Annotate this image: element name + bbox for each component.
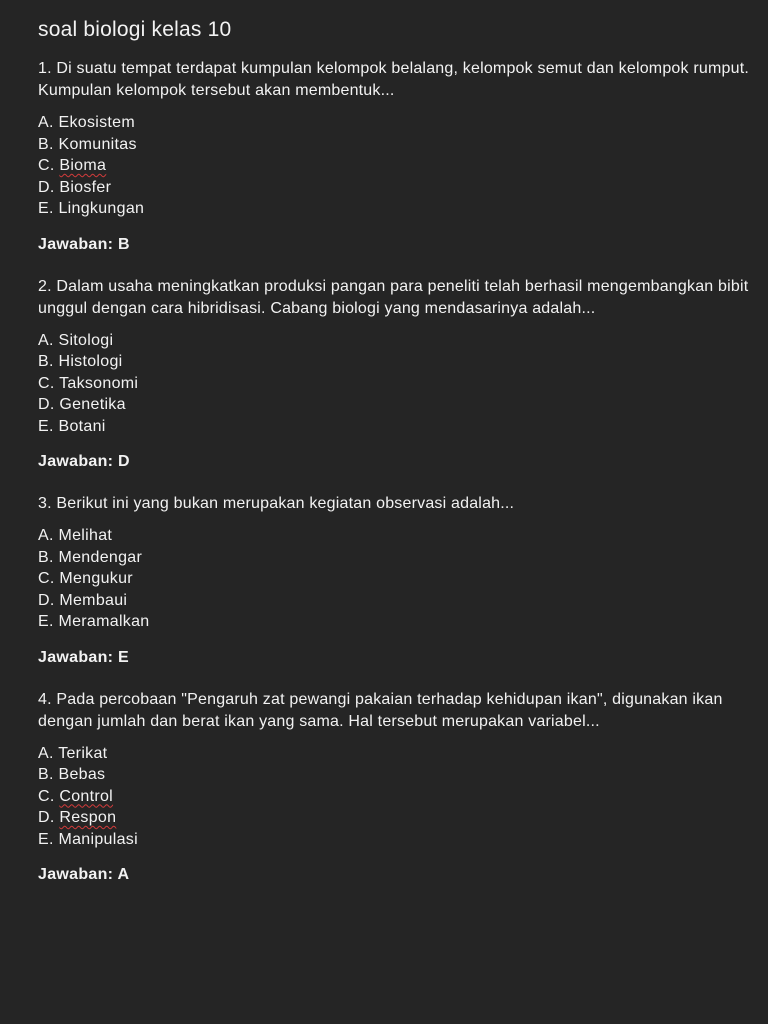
option-letter: D.	[38, 809, 55, 826]
option-letter: B.	[38, 135, 54, 153]
options-list	[38, 330, 754, 438]
option-text: Biosfer	[59, 178, 112, 196]
option-text: Control	[59, 787, 114, 805]
option-letter: A.	[38, 331, 54, 349]
option-text: Lingkungan	[58, 200, 145, 217]
option-c	[38, 373, 754, 395]
question-text: 4. Pada percobaan "Pengaruh zat pewangi pakaian terhadap kehidupan ikan", digunakan ikan dengan jumlah dan berat ikan yang sama. Hal tersebut merupakan variabel...	[38, 690, 723, 730]
option-b	[38, 351, 754, 373]
question-1	[38, 58, 754, 256]
options-list	[38, 525, 754, 633]
option-c	[38, 568, 754, 590]
option-a	[38, 525, 754, 547]
option-text: Genetika	[59, 396, 126, 413]
option-b	[38, 134, 754, 156]
option-text: Botani	[58, 417, 106, 435]
option-e	[38, 611, 754, 633]
option-text: Respon	[59, 809, 117, 826]
question-3	[38, 493, 754, 669]
option-text: Terikat	[58, 744, 108, 762]
option-text: Histologi	[58, 353, 123, 370]
option-text: Taksonomi	[59, 374, 139, 392]
option-text: Meramalkan	[58, 613, 150, 630]
option-e	[38, 198, 754, 220]
question-text: 2. Dalam usaha meningkatkan produksi pangan para peneliti telah berhasil mengembangkan bibit unggul dengan cara hibridisasi. Cabang biologi yang mendasarinya adalah...	[38, 277, 749, 317]
option-letter: A.	[38, 114, 54, 131]
option-a	[38, 330, 754, 352]
question-4	[38, 689, 754, 887]
option-text: Bioma	[59, 157, 107, 174]
option-d	[38, 807, 754, 829]
option-a	[38, 112, 754, 134]
option-text: Mendengar	[58, 548, 143, 566]
option-letter: E.	[38, 613, 54, 630]
option-text: Membaui	[59, 591, 128, 609]
option-letter: D.	[38, 178, 55, 196]
option-d	[38, 590, 754, 612]
option-d	[38, 394, 754, 416]
options-list	[38, 743, 754, 851]
option-text: Mengukur	[59, 570, 133, 587]
question-2	[38, 276, 754, 474]
option-letter: A.	[38, 527, 54, 544]
option-c	[38, 786, 754, 808]
answer-label: Jawaban: A	[38, 866, 130, 883]
option-text: Melihat	[58, 527, 113, 544]
option-letter: B.	[38, 548, 54, 566]
option-letter: D.	[38, 591, 55, 609]
option-d	[38, 177, 754, 199]
option-letter: E.	[38, 200, 54, 217]
option-letter: C.	[38, 157, 55, 174]
option-letter: B.	[38, 766, 54, 783]
option-text: Sitologi	[58, 331, 114, 349]
option-b	[38, 547, 754, 569]
option-b	[38, 764, 754, 786]
option-text: Komunitas	[58, 135, 137, 153]
answer-label: Jawaban: B	[38, 235, 130, 253]
option-letter: C.	[38, 570, 55, 587]
document-title: soal biologi kelas 10	[38, 18, 232, 41]
question-text: 1. Di suatu tempat terdapat kumpulan kelompok belalang, kelompok semut dan kelompok rumput. Kumpulan kelompok tersebut akan membentuk...	[38, 60, 750, 99]
options-list	[38, 112, 754, 220]
option-letter: A.	[38, 744, 54, 762]
option-letter: C.	[38, 787, 55, 805]
question-text: 3. Berikut ini yang bukan merupakan kegiatan observasi adalah...	[38, 495, 515, 512]
option-e	[38, 829, 754, 851]
answer-label: Jawaban: D	[38, 453, 130, 470]
option-letter: C.	[38, 374, 55, 392]
option-text: Manipulasi	[58, 830, 138, 848]
option-e	[38, 416, 754, 438]
option-letter: B.	[38, 353, 54, 370]
option-letter: E.	[38, 830, 54, 848]
option-letter: E.	[38, 417, 54, 435]
answer-label: Jawaban: E	[38, 648, 130, 666]
option-a	[38, 743, 754, 765]
option-letter: D.	[38, 396, 55, 413]
option-text: Ekosistem	[58, 114, 135, 131]
option-text: Bebas	[58, 766, 106, 783]
option-c	[38, 155, 754, 177]
